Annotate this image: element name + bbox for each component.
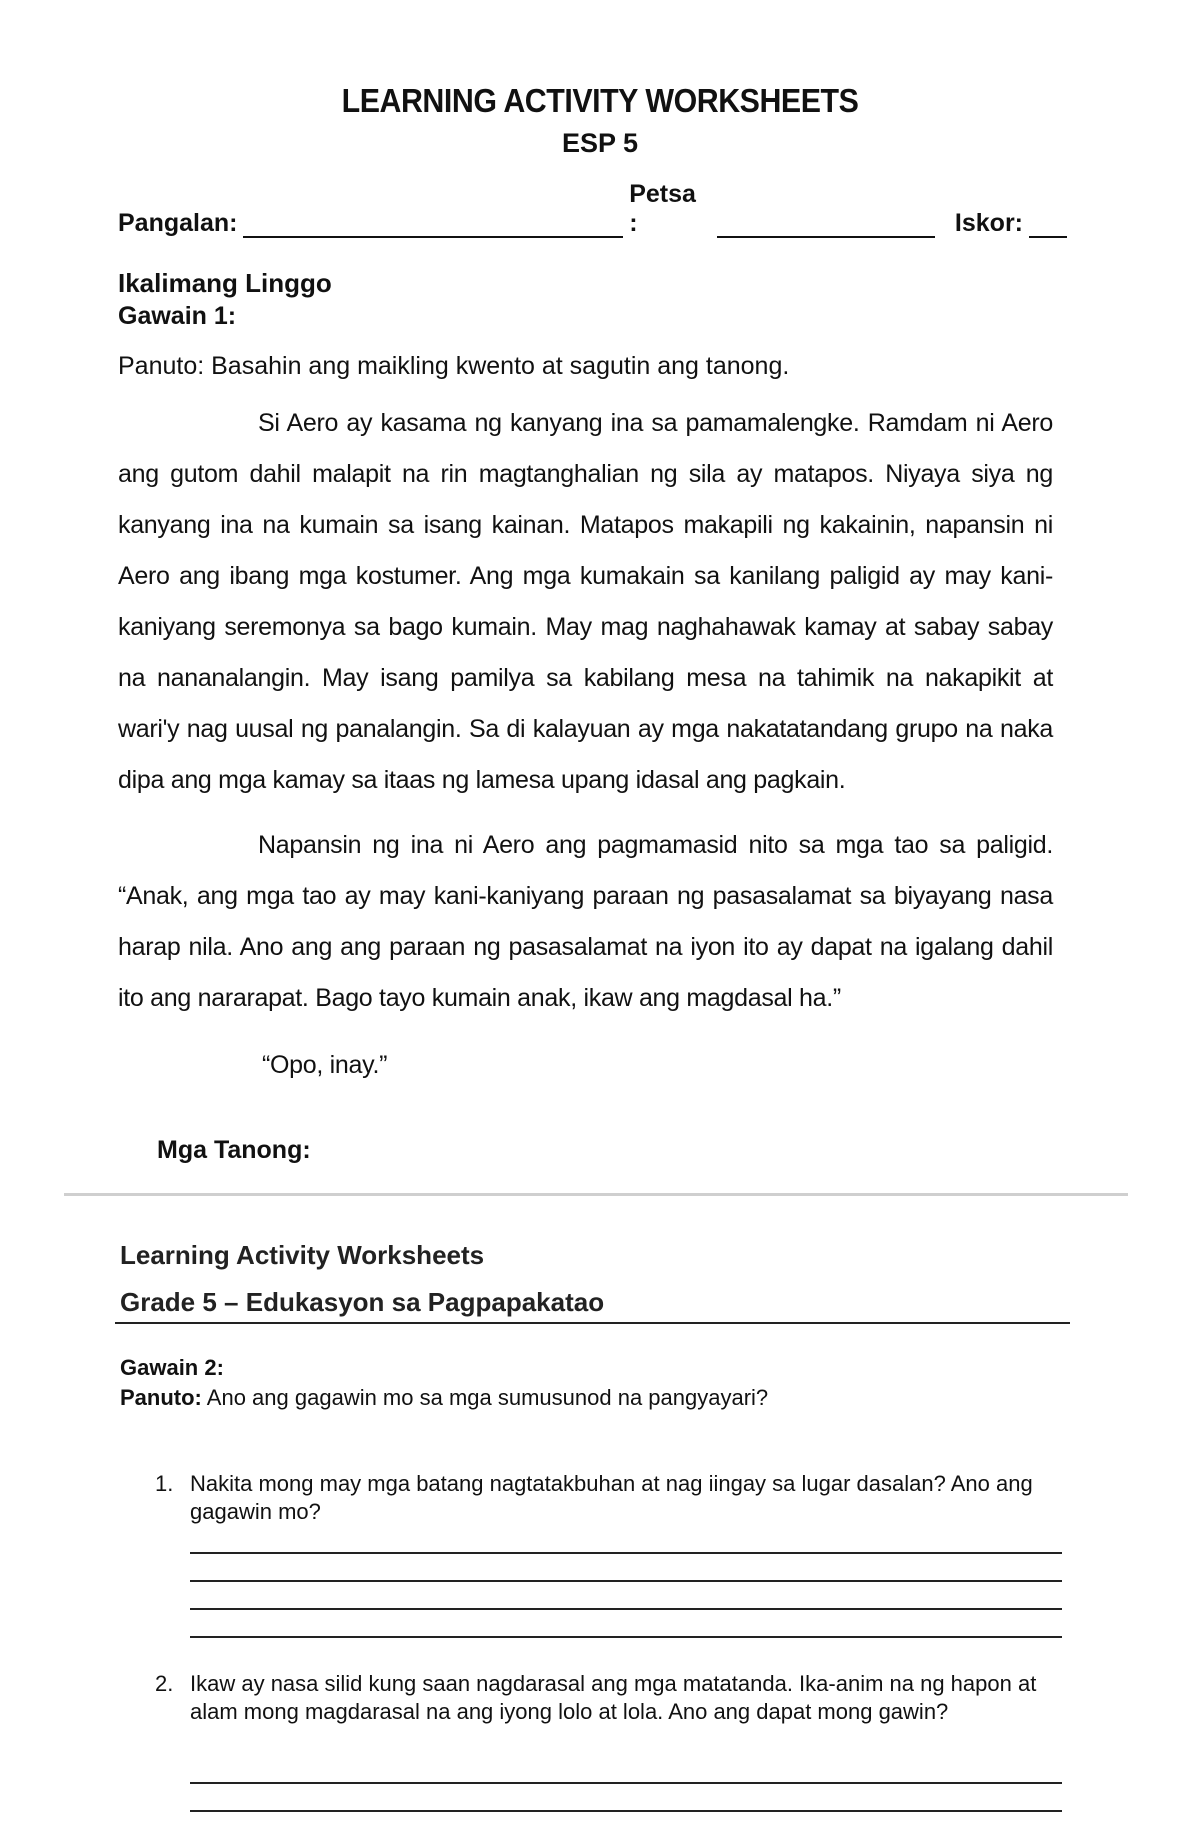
- page-divider: [64, 1193, 1128, 1196]
- story-paragraph-3: “Opo, inay.”: [262, 1051, 388, 1079]
- worksheet-title: LEARNING ACTIVITY WORKSHEETS: [341, 82, 859, 119]
- answer-line[interactable]: [190, 1580, 1062, 1582]
- story-paragraph-2-text: Napansin ng ina ni Aero ang pagmamasid nito sa mga tao sa paligid. “Anak, ang mga tao ay may kani-kaniyang paraan ng pasasalamat sa biyayang nasa harap nila. Ano ang ang paraan ng pasasalamat na iyon ito ay dapat na igalang dahil ito ang nararapat. Bago tayo kumain anak, ikaw ang magdasal ha.”: [118, 831, 1053, 1012]
- score-blank[interactable]: [1029, 212, 1067, 238]
- name-blank[interactable]: [243, 212, 623, 238]
- week-label: Ikalimang Linggo: [118, 268, 332, 298]
- question-text: Nakita mong may mga batang nagtatakbuhan at nag iingay sa lugar dasalan? Ano ang gagawin mo?: [190, 1471, 1033, 1524]
- question-number: 1.: [155, 1471, 174, 1496]
- activity-2-instruction: [120, 1385, 768, 1411]
- answer-line[interactable]: [190, 1636, 1062, 1638]
- answer-line[interactable]: [190, 1552, 1062, 1554]
- date-label: Petsa :: [629, 180, 696, 237]
- story-paragraph-1: [118, 398, 1053, 806]
- question-text: Ikaw ay nasa silid kung saan nagdarasal ang mga matatanda. Ika-anim na ng hapon at alam mong magdarasal na ang iyong lolo at lola. Ano ang dapat mong gawin?: [190, 1671, 1037, 1724]
- question-item: [155, 1470, 1055, 1526]
- activity-1-label: Gawain 1:: [118, 302, 237, 330]
- activity-2-label: Gawain 2:: [120, 1355, 224, 1380]
- subject-title: ESP 5: [561, 128, 639, 158]
- score-label: Iskor:: [954, 209, 1024, 237]
- section-2-heading: Learning Activity Worksheets: [120, 1240, 485, 1270]
- grade-subject-title: Grade 5 – Edukasyon sa Pagpapakatao: [115, 1287, 1070, 1324]
- story-paragraph-2: [118, 820, 1053, 1024]
- question-number: 2.: [155, 1671, 174, 1696]
- instruction-label: Panuto:: [120, 1385, 202, 1410]
- answer-line[interactable]: [190, 1608, 1062, 1610]
- activity-1-instruction: Panuto: Basahin ang maikling kwento at sagutin ang tanong.: [118, 352, 790, 380]
- story-paragraph-1-text: Si Aero ay kasama ng kanyang ina sa pamamalengke. Ramdam ni Aero ang gutom dahil malapit na rin magtanghalian ng sila ay matapos. Niyaya siya ng kanyang ina na kumain sa isang kainan. Matapos makapili ng kakainin, napansin ni Aero ang ibang mga kostumer. Ang mga kumakain sa kanilang paligid ay may kani-kaniyang seremonya sa bago kumain. May mag naghahawak kamay at sabay sabay na nananalangin. May isang pamilya sa kabilang mesa na tahimik na nakapikit at wari'y nag uusal ng panalangin. Sa di kalayuan ay mga nakatatandang grupo na naka dipa ang mga kamay sa itaas ng lamesa upang idasal ang pagkain.: [118, 409, 1053, 794]
- questions-label: Mga Tanong:: [157, 1136, 311, 1164]
- question-item: [155, 1670, 1055, 1726]
- student-info-line: [118, 180, 1073, 238]
- answer-line[interactable]: [190, 1810, 1062, 1812]
- date-blank[interactable]: [717, 212, 935, 238]
- instruction-text: Ano ang gagawin mo sa mga sumusunod na pangyayari?: [206, 1385, 769, 1410]
- name-label: Pangalan:: [118, 209, 238, 237]
- answer-line[interactable]: [190, 1782, 1062, 1784]
